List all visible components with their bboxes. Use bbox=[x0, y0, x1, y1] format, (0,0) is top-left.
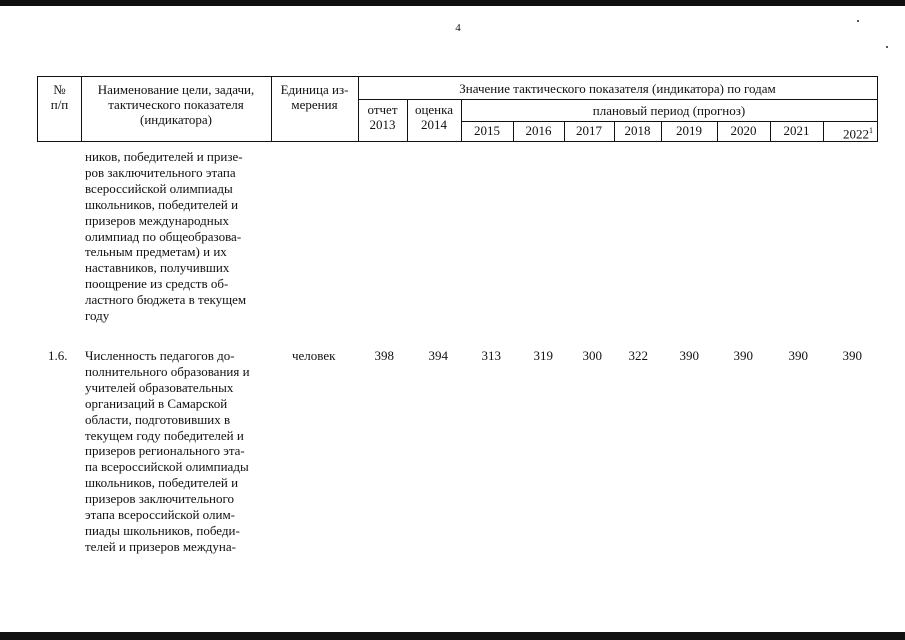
text-line: школьников, победителей и bbox=[85, 196, 239, 212]
header-rule bbox=[358, 99, 877, 100]
value-2022: 390 bbox=[842, 348, 862, 363]
bottom-border bbox=[0, 632, 905, 640]
text-line: школьников, победителей и bbox=[85, 475, 239, 491]
year-header: 2015 bbox=[474, 123, 500, 138]
col-estimate-header: оценка 2014 bbox=[414, 102, 454, 132]
text-line: олимпиад по общеобразова- bbox=[85, 228, 242, 244]
text-line: организаций в Самарской bbox=[85, 395, 228, 411]
col-number-header: № п/п bbox=[50, 82, 69, 112]
value-2018: 322 bbox=[628, 348, 648, 363]
text-line: всероссийской олимпиады bbox=[85, 180, 233, 196]
page-number: 4 bbox=[455, 22, 461, 34]
value-2016: 319 bbox=[533, 348, 553, 363]
text-line: полнительного образования и bbox=[85, 363, 250, 379]
text-line: году bbox=[85, 308, 110, 324]
top-border bbox=[0, 0, 905, 6]
scan-speck bbox=[886, 46, 888, 48]
year-header: 2022$^1$ bbox=[843, 126, 873, 142]
value-2013: 398 bbox=[374, 348, 394, 363]
col-name-header: Наименование цели, задачи, тактического показателя (индикатора) bbox=[97, 82, 255, 127]
header-rule bbox=[461, 121, 877, 122]
text-line: ров заключительного этапа bbox=[85, 164, 236, 180]
year-header: 2021 bbox=[783, 123, 810, 138]
text-line: тельным предметам) и их bbox=[85, 244, 227, 260]
col-report-header: отчет 2013 bbox=[367, 102, 398, 132]
value-2020: 390 bbox=[733, 348, 753, 363]
year-header: 2018 bbox=[624, 123, 651, 138]
text-line: телей и призеров междуна- bbox=[85, 538, 236, 554]
footnote-mark: 1 bbox=[869, 126, 873, 135]
year-header: 2016 bbox=[525, 123, 552, 138]
year-header: 2020 bbox=[730, 123, 757, 138]
year-header: 2017 bbox=[576, 123, 602, 138]
continuation-text bbox=[85, 149, 280, 324]
text-line: пиады школьников, победи- bbox=[85, 522, 240, 538]
text-line: па всероссийской олимпиады bbox=[85, 459, 249, 475]
text-line: призеров заключительного bbox=[85, 491, 234, 507]
text-line: Численность педагогов до- bbox=[85, 348, 235, 363]
text-line: призеров регионального эта- bbox=[85, 443, 245, 459]
text-line: учителей образовательных bbox=[85, 379, 234, 395]
value-2019: 390 bbox=[679, 348, 699, 363]
text-line: поощрение из средств об- bbox=[85, 276, 229, 292]
text-line: текущем году победителей и bbox=[85, 427, 244, 443]
text-line: наставников, получивших bbox=[85, 260, 230, 276]
scan-speck bbox=[857, 20, 859, 22]
col-unit-header: Единица из- мерения bbox=[280, 82, 349, 112]
value-2015: 313 bbox=[481, 348, 501, 363]
table-header bbox=[37, 76, 878, 142]
text-line: ластного бюджета в текущем bbox=[85, 292, 247, 308]
indicator-name bbox=[85, 348, 280, 555]
planned-period-header: плановый период (прогноз) bbox=[592, 103, 746, 118]
col-values-title: Значение тактического показателя (индикатора) по годам bbox=[459, 81, 776, 96]
text-line: этапа всероссийской олим- bbox=[85, 507, 235, 523]
text-line: призеров международных bbox=[85, 212, 229, 228]
row-number: 1.6. bbox=[48, 348, 68, 363]
value-2014: 394 bbox=[428, 348, 448, 363]
value-2021: 390 bbox=[788, 348, 808, 363]
text-line: области, подготовивших в bbox=[85, 411, 231, 427]
year-header: 2019 bbox=[676, 123, 702, 138]
value-2017: 300 bbox=[582, 348, 602, 363]
text-line: ников, победителей и призе- bbox=[85, 149, 243, 164]
unit-value: человек bbox=[292, 348, 336, 363]
